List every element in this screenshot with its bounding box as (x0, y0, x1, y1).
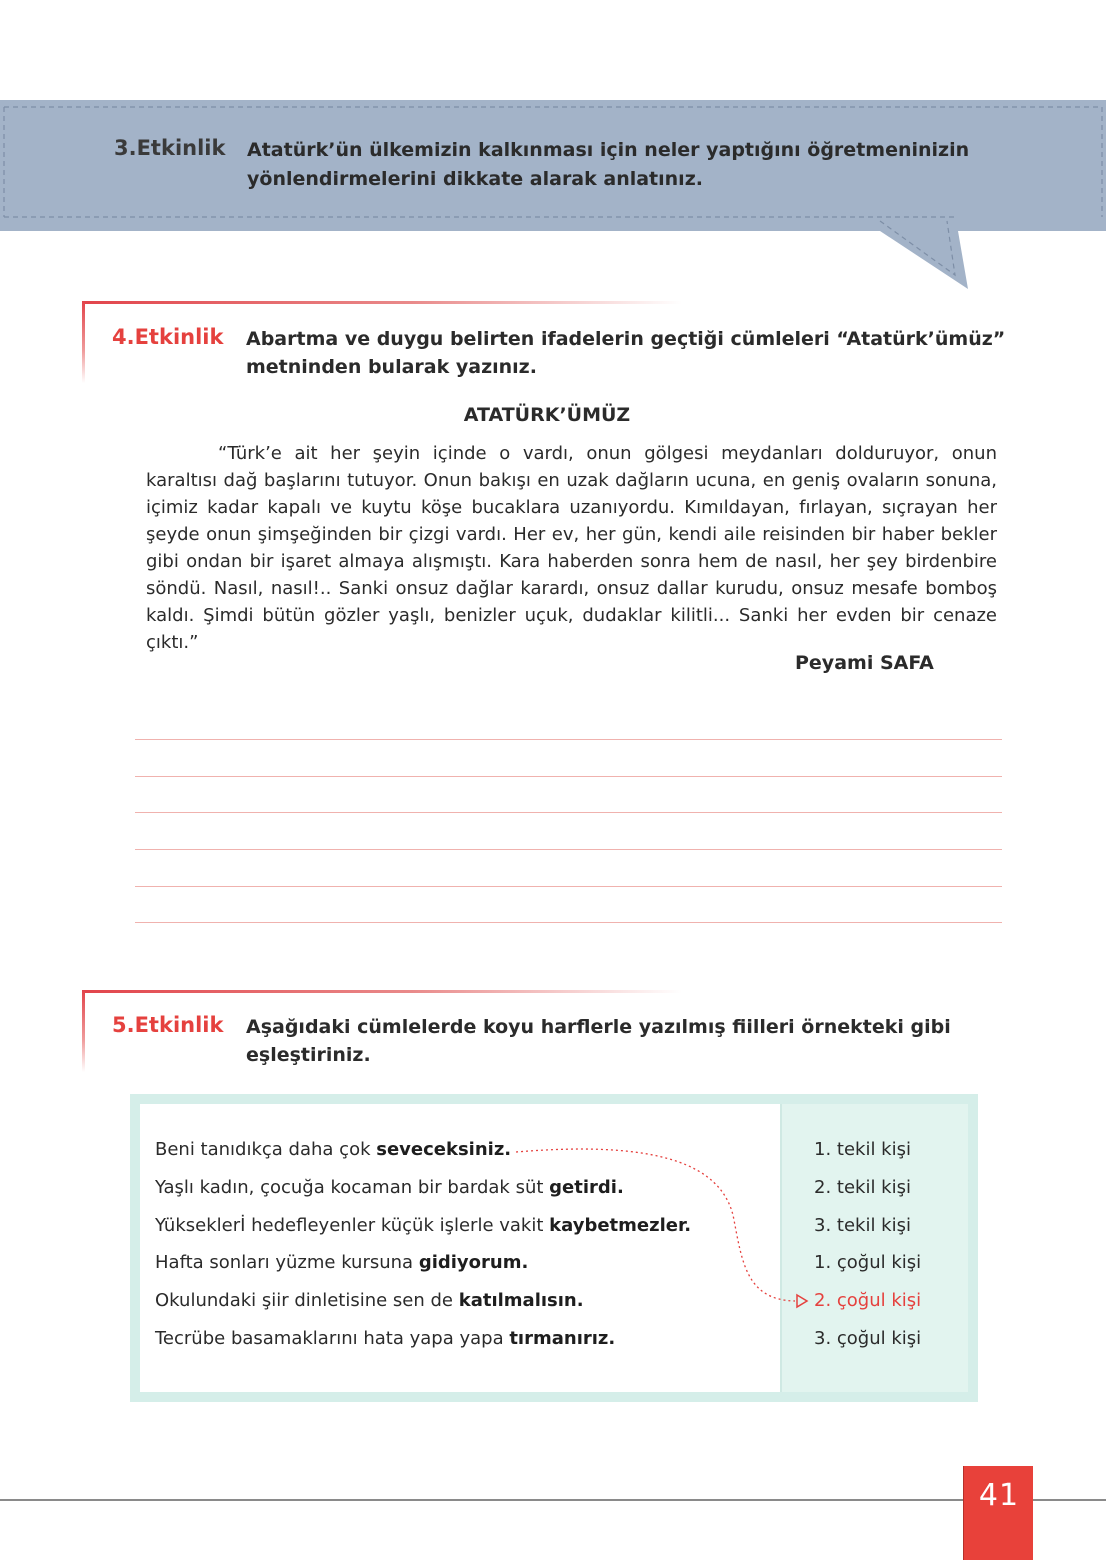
option-item-example[interactable]: 2. çoğul kişi (814, 1290, 922, 1311)
activity3-line2: yönlendirmelerini dikkate alarak anlatınız. (247, 168, 703, 190)
sentence-item: Beni tanıdıkça daha çok seveceksiniz. (155, 1139, 512, 1160)
activity4-instructions (246, 325, 1006, 381)
page-number-tab (963, 1466, 1033, 1560)
sentence-item: Hafta sonları yüzme kursuna gidiyorum. (155, 1252, 529, 1273)
passage-text: “Türk’e ait her şeyin içinde o vardı, onun gölgesi meydanları dolduruyor, onun karaltısı dağ başlarını tutuyor. Onun bakışı en uzak dağların ucuna, en geniş ovaların sonuna, içimiz kadar kapalı ve kuytu köşe bucaklara uzanıyordu. Kımıldayan, fırlayan, sıçrayan her şeyde onun şimşeğinden bir çizgi vardı. Her ev, her gün, kendi aile reisinden bir haber bekler gibi ondan bir işaret almaya alışmıştı. Kara haberden sonra hem de nasıl, her şey birdenbire söndü. Nasıl, nasıl!.. Sanki onsuz dağlar karardı, onsuz dallar kurudu, onsuz mesafe bomboş kaldı. Şimdi bütün gözler yaşlı, benizler uçuk, dudaklar kilitli... Sanki her evden bir cenaze çıktı.” (146, 443, 997, 653)
verb: gidiyorum. (418, 1252, 529, 1273)
activity5-label: 5.Etkinlik (112, 1013, 224, 1037)
sentence-item: Okulundaki şiir dinletisine sen de katılmalısın. (155, 1290, 584, 1311)
passage-title: ATATÜRK’ÜMÜZ (463, 404, 631, 426)
activity5-line2: eşleştiriniz. (246, 1044, 371, 1066)
option-item[interactable]: 1. çoğul kişi (814, 1252, 922, 1273)
option-item[interactable]: 3. tekil kişi (814, 1215, 911, 1236)
activity4-line1: Abartma ve duygu belirten ifadelerin geçtiği cümleleri “Atatürk’ümüz” (246, 328, 1006, 350)
activity3-instructions (247, 136, 1027, 194)
verb: tırmanırız. (509, 1328, 616, 1349)
sentence-item: Yaşlı kadın, çocuğa kocaman bir bardak süt getirdi. (155, 1177, 624, 1198)
option-item[interactable]: 2. tekil kişi (814, 1177, 911, 1198)
answer-line[interactable] (135, 849, 1002, 850)
answer-line[interactable] (135, 776, 1002, 777)
option-item[interactable]: 1. tekil kişi (814, 1139, 911, 1160)
activity4-label: 4.Etkinlik (112, 325, 224, 349)
option-item[interactable]: 3. çoğul kişi (814, 1328, 922, 1349)
activity5-instructions (246, 1013, 1006, 1069)
page-number: 41 (978, 1478, 1020, 1513)
sentence-item: Yükseklerİ hedefleyenler küçük işlerle vakit kaybetmezler. (155, 1215, 692, 1236)
sentence-item: Tecrübe basamaklarını hata yapa yapa tırmanırız. (155, 1328, 616, 1349)
verb: kaybetmezler. (549, 1215, 692, 1236)
activity3-label: 3.Etkinlik (114, 136, 226, 160)
answer-line[interactable] (135, 812, 1002, 813)
verb: katılmalısın. (458, 1290, 584, 1311)
footer-line (0, 1499, 1106, 1501)
activity4-line2: metninden bularak yazınız. (246, 356, 537, 378)
answer-line[interactable] (135, 886, 1002, 887)
verb: seveceksiniz. (376, 1139, 512, 1160)
activity3-line1: Atatürk’ün ülkemizin kalkınması için neler yaptığını öğretmeninizin (247, 139, 970, 161)
passage-author: Peyami SAFA (795, 652, 934, 674)
answer-line[interactable] (135, 922, 1002, 923)
verb: getirdi. (549, 1177, 624, 1198)
activity5-line1: Aşağıdaki cümlelerde koyu harflerle yazılmış fiilleri örnekteki gibi (246, 1016, 951, 1038)
answer-line[interactable] (135, 739, 1002, 740)
